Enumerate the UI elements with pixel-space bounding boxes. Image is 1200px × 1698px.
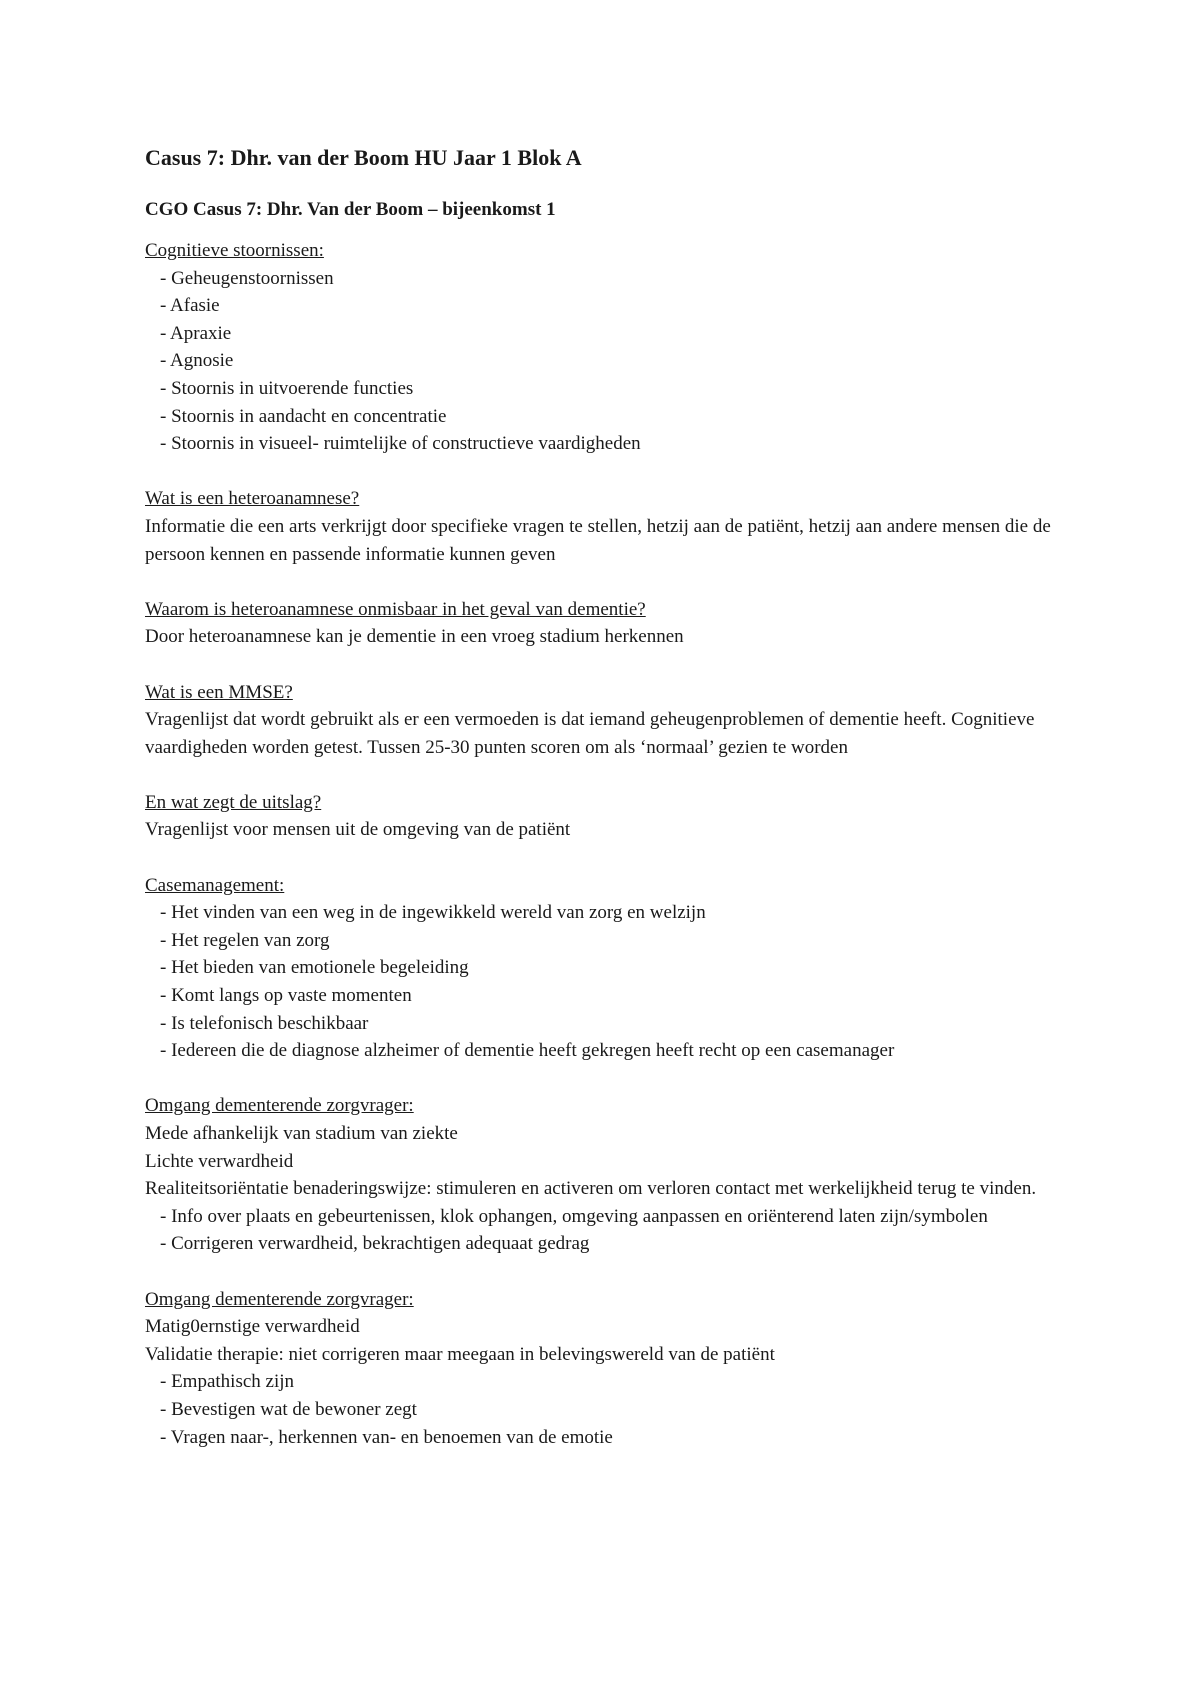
- list-item: - Stoornis in visueel- ruimtelijke of constructieve vaardigheden: [145, 430, 1075, 458]
- paragraph: Vragenlijst voor mensen uit de omgeving van de patiënt: [145, 819, 571, 841]
- section-heading: Casemanagement:: [145, 874, 285, 896]
- paragraph-line: Realiteitsoriëntatie benaderingswijze: stimuleren en activeren om verloren contact met werkelijkheid terug te vinden.: [145, 1178, 1037, 1200]
- list-item: - Het vinden van een weg in de ingewikkeld wereld van zorg en welzijn: [145, 899, 1075, 927]
- list-item: - Stoornis in uitvoerende functies: [145, 375, 1075, 403]
- section-cognitive-disorders: [145, 237, 1075, 458]
- section-mmse: [145, 679, 1075, 762]
- paragraph: Door heteroanamnese kan je dementie in een vroeg stadium herkennen: [145, 626, 684, 648]
- bullet-list: [145, 899, 1075, 1065]
- list-item: - Iedereen die de diagnose alzheimer of dementie heeft gekregen heeft recht op een casemanager: [145, 1037, 1075, 1065]
- section-heading: Waarom is heteroanamnese onmisbaar in het geval van dementie?: [145, 598, 646, 620]
- bullet-list: [145, 265, 1075, 458]
- paragraph: Vragenlijst dat wordt gebruikt als er een vermoeden is dat iemand geheugenproblemen of dementie heeft. Cognitieve vaardigheden worden getest. Tussen 25-30 punten scoren om als ‘normaal’ gezien te worden: [145, 709, 1035, 758]
- bullet-list: [145, 1368, 1075, 1451]
- document-subtitle: CGO Casus 7: Dhr. Van der Boom – bijeenkomst 1: [145, 199, 556, 220]
- list-item: - Empathisch zijn: [145, 1368, 1075, 1396]
- list-item: - Is telefonisch beschikbaar: [145, 1010, 1075, 1038]
- section-result: [145, 789, 1075, 844]
- list-item: - Het regelen van zorg: [145, 927, 1075, 955]
- section-heading: Wat is een MMSE?: [145, 681, 293, 703]
- document-title: Casus 7: Dhr. van der Boom HU Jaar 1 Blok A: [145, 145, 582, 170]
- section-heading: Omgang dementerende zorgvrager:: [145, 1288, 414, 1310]
- list-item: - Het bieden van emotionele begeleiding: [145, 954, 1075, 982]
- paragraph-line: Lichte verwardheid: [145, 1150, 294, 1172]
- list-item: - Apraxie: [145, 320, 1075, 348]
- section-heteroanamnese: [145, 485, 1075, 568]
- paragraph-line: Validatie therapie: niet corrigeren maar meegaan in belevingswereld van de patiënt: [145, 1343, 775, 1365]
- list-item: - Stoornis in aandacht en concentratie: [145, 403, 1075, 431]
- section-heading: En wat zegt de uitslag?: [145, 791, 322, 813]
- paragraph: Informatie die een arts verkrijgt door specifieke vragen te stellen, hetzij aan de patiënt, hetzij aan andere mensen die de persoon kennen en passende informatie kunnen geven: [145, 515, 1051, 565]
- list-item: - Geheugenstoornissen: [145, 265, 1075, 293]
- list-item: - Komt langs op vaste momenten: [145, 982, 1075, 1010]
- section-omgang-moderate: [145, 1286, 1075, 1452]
- list-item: - Vragen naar-, herkennen van- en benoemen van de emotie: [145, 1424, 1075, 1452]
- paragraph-line: Matig0ernstige verwardheid: [145, 1316, 360, 1338]
- document-page: [145, 143, 1075, 1479]
- section-omgang-light: [145, 1092, 1075, 1258]
- section-casemanagement: [145, 872, 1075, 1065]
- list-item: - Agnosie: [145, 347, 1075, 375]
- list-item: - Afasie: [145, 292, 1075, 320]
- section-heading: Omgang dementerende zorgvrager:: [145, 1095, 414, 1117]
- section-heading: Cognitieve stoornissen:: [145, 240, 324, 261]
- section-heading: Wat is een heteroanamnese?: [145, 488, 360, 510]
- list-item: - Bevestigen wat de bewoner zegt: [145, 1396, 1075, 1424]
- section-why-heteroanamnese: [145, 596, 1075, 651]
- list-item: - Corrigeren verwardheid, bekrachtigen adequaat gedrag: [145, 1230, 1075, 1258]
- list-item: - Info over plaats en gebeurtenissen, klok ophangen, omgeving aanpassen en oriënterend laten zijn/symbolen: [145, 1203, 1075, 1231]
- bullet-list: [145, 1203, 1075, 1258]
- paragraph-line: Mede afhankelijk van stadium van ziekte: [145, 1123, 458, 1144]
